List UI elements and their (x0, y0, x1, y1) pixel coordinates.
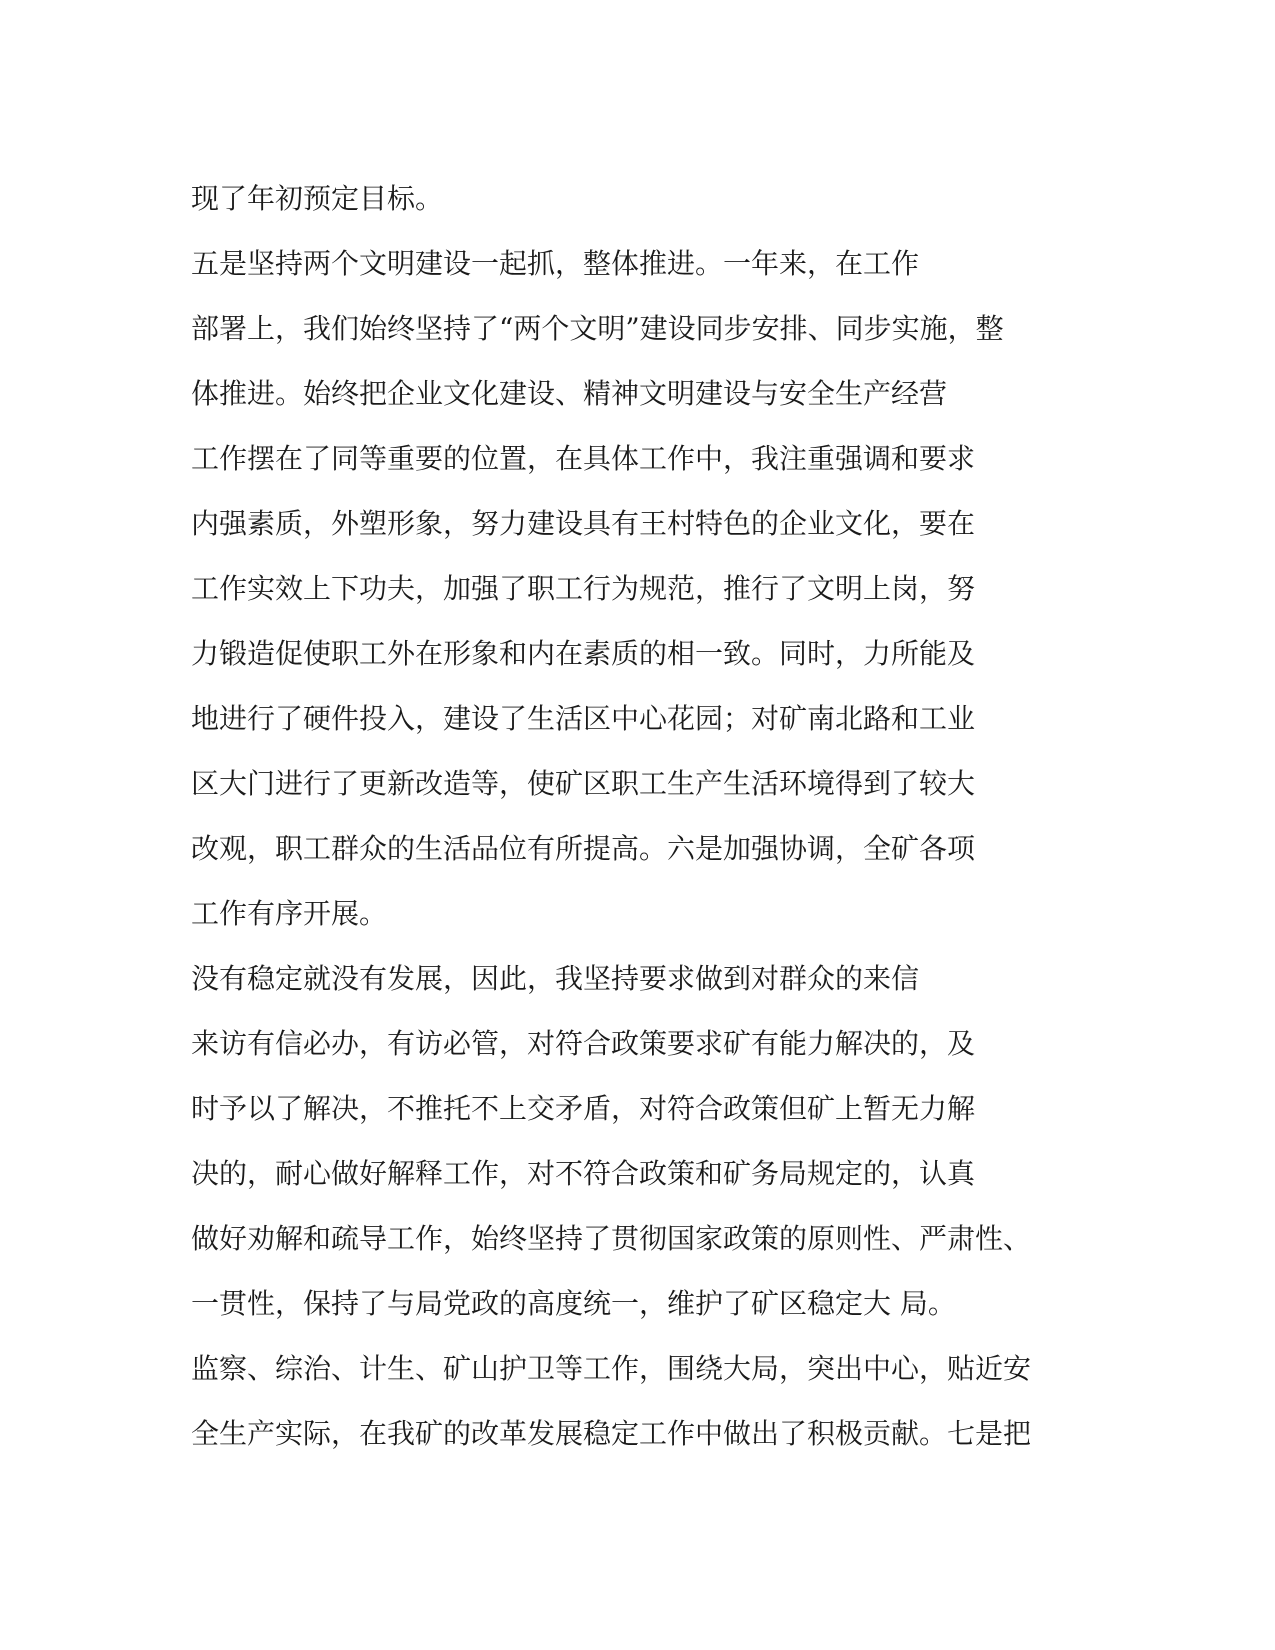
text-line: 全生产实际，在我矿的改革发展稳定工作中做出了积极贡献。七是把 (191, 1417, 1032, 1450)
text-line: 决的，耐心做好解释工作，对不符合政策和矿务局规定的，认真 (191, 1157, 976, 1190)
text-line: 部署上，我们始终坚持了“两个文明”建设同步安排、同步实施，整 (191, 312, 1004, 345)
text-line: 工作有序开展。 (191, 897, 388, 930)
text-line: 区大门进行了更新改造等，使矿区职工生产生活环境得到了较大 (191, 767, 976, 800)
text-line: 力锻造促使职工外在形象和内在素质的相一致。同时，力所能及 (191, 637, 976, 670)
text-line: 地进行了硬件投入，建设了生活区中心花园；对矿南北路和工业 (191, 702, 976, 735)
text-line: 体推进。始终把企业文化建设、精神文明建设与安全生产经营 (191, 377, 948, 410)
text-line: 来访有信必办，有访必管，对符合政策要求矿有能力解决的，及 (191, 1027, 976, 1060)
text-line: 改观，职工群众的生活品位有所提高。六是加强协调，全矿各项 (191, 832, 976, 865)
text-line: 做好劝解和疏导工作，始终坚持了贯彻国家政策的原则性、严肃性、 (191, 1222, 1032, 1255)
text-line: 现了年初预定目标。 (191, 182, 444, 215)
text-line: 监察、综治、计生、矿山护卫等工作，围绕大局，突出中心，贴近安 (191, 1352, 1032, 1385)
text-line: 没有稳定就没有发展，因此，我坚持要求做到对群众的来信 (191, 962, 920, 995)
body-text (191, 166, 1091, 1466)
text-line: 时予以了解决，不推托不上交矛盾，对符合政策但矿上暂无力解 (191, 1092, 976, 1125)
text-line: 内强素质，外塑形象，努力建设具有王村特色的企业文化，要在 (191, 507, 976, 540)
text-line: 五是坚持两个文明建设一起抓，整体推进。一年来，在工作 (191, 247, 920, 280)
text-line: 一贯性，保持了与局党政的高度统一，维护了矿区稳定大 局。 (191, 1287, 956, 1320)
text-line: 工作摆在了同等重要的位置，在具体工作中，我注重强调和要求 (191, 442, 976, 475)
text-line: 工作实效上下功夫，加强了职工行为规范，推行了文明上岗，努 (191, 572, 976, 605)
